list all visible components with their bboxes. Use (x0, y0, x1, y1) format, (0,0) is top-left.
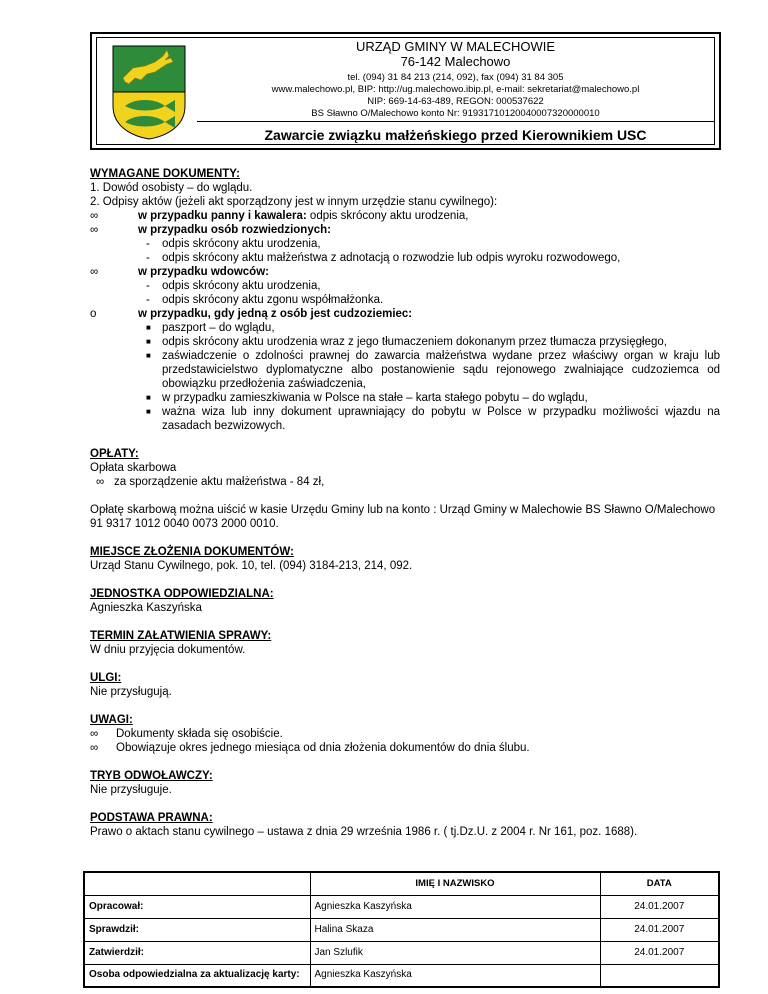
table-cell-name: Agnieszka Kaszyńska (310, 964, 600, 987)
dash-bullet-icon: - (146, 238, 150, 250)
fees-note: Opłatę skarbową można uiścić w kasie Urzędu Gminy lub na konto : Urząd Gminy w Malechowie BS Sławno O/Malechowo 91 9317 1012 0040 0073 2000 0010. (90, 504, 716, 530)
header-org-name: URZĄD GMINY W MALECHOWIE (355, 39, 556, 54)
table-cell-label: Osoba odpowiedzialna za aktualizację karty: (84, 964, 310, 987)
header-bank-account: BS Sławno O/Malechowo konto Nr: 91931710120040007320000010 (311, 108, 600, 119)
square-bullet-icon: ■ (146, 323, 151, 332)
list-item: ∞ w przypadku osób rozwiedzionych: (90, 224, 331, 236)
document-body (90, 167, 720, 839)
list-item: ∞ za sporządzenie aktu małżeństwa - 84 zł, (96, 476, 325, 488)
list-subitem: ■ zaświadczenie o zdolności prawnej do zawarcia małżeństwa wydane przez właściwy organ w kraju lub przedstawicielstwo dyplomatyczne albo postanowienie sądu rejonowego zwalniające cudzoziemca od obowiązku przedłożenia zaświadczenia, (146, 350, 720, 390)
documents-heading: WYMAGANE DOKUMENTY: (90, 168, 240, 180)
table-header-row (84, 872, 719, 895)
header-contact-web: www.malechowo.pl, BIP: http://ug.malechowo.ibip.pl, e-mail: sekretariat@malechowo.pl (271, 84, 640, 95)
circle-bullet-icon: o (90, 308, 97, 320)
list-subitem: - odpis skrócony aktu zgonu współmałżonka. (146, 294, 384, 306)
place-heading: MIEJSCE ZŁOŻENIA DOKUMENTÓW: (90, 546, 294, 558)
dash-bullet-icon: - (146, 252, 150, 264)
square-bullet-icon: ■ (146, 407, 151, 416)
relief-heading: ULGI: (90, 672, 122, 684)
table-cell-name: Halina Skaza (310, 918, 600, 941)
list-subitem: ■ ważna wiza lub inny dokument uprawniający do pobytu w Polsce w przypadku możliwości wjazdu na zasadach bezwizowych. (146, 406, 720, 432)
table-row (84, 918, 719, 941)
header-contact-phone: tel. (094) 31 84 213 (214, 092), fax (094) 31 84 305 (347, 72, 564, 83)
list-subitem: ■ w przypadku zamieszkiwania w Polsce na stałe – karta stałego pobytu – do wglądu, (146, 392, 588, 404)
page-title: Zawarcie związku małżeńskiego przed Kierownikiem USC (264, 127, 647, 143)
coat-of-arms-logo (111, 44, 187, 140)
infinity-bullet-icon: ∞ (90, 210, 99, 222)
appeal-text: Nie przysługuje. (90, 784, 172, 796)
table-cell-label: Sprawdził: (84, 918, 310, 941)
unit-heading: JEDNOSTKA ODPOWIEDZIALNA: (90, 588, 274, 600)
list-item: ∞ w przypadku panny i kawalera: odpis skrócony aktu urodzenia, (90, 210, 469, 222)
signoff-table (83, 871, 720, 988)
appeal-heading: TRYB ODWOŁAWCZY: (90, 770, 213, 782)
table-row (84, 895, 719, 918)
infinity-bullet-icon: ∞ (96, 476, 105, 488)
header-city: 76-142 Malechowo (400, 54, 511, 69)
table-cell-label: Opracował: (84, 895, 310, 918)
deadline-text: W dniu przyjęcia dokumentów. (90, 644, 246, 656)
infinity-bullet-icon: ∞ (90, 728, 99, 740)
header-inner-frame (96, 37, 715, 145)
list-item: ∞ Dokumenty składa się osobiście. (90, 728, 283, 740)
table-cell-date (600, 964, 719, 987)
square-bullet-icon: ■ (146, 393, 151, 402)
list-subitem: - odpis skrócony aktu urodzenia, (146, 280, 321, 292)
deadline-heading: TERMIN ZAŁATWIENIA SPRAWY: (90, 630, 272, 642)
legal-text: Prawo o aktach stanu cywilnego – ustawa z dnia 29 września 1986 r. ( tj.Dz.U. z 2004 r. Nr 161, poz. 1688). (90, 826, 638, 838)
fees-heading: OPŁATY: (90, 448, 139, 460)
table-cell-date: 24.01.2007 (600, 895, 719, 918)
table-cell-label: Zatwierdził: (84, 941, 310, 964)
square-bullet-icon: ■ (146, 351, 151, 360)
table-header-name: IMIĘ I NAZWISKO (310, 872, 600, 895)
infinity-bullet-icon: ∞ (90, 742, 99, 754)
header-nip-regon: NIP: 669-14-63-489, REGON: 000537622 (367, 96, 544, 107)
document-header (90, 32, 721, 150)
remarks-heading: UWAGI: (90, 714, 133, 726)
list-item: ∞ Obowiązuje okres jednego miesiąca od dnia złożenia dokumentów do dnia ślubu. (90, 742, 530, 754)
table-header-empty (84, 872, 310, 895)
relief-text: Nie przysługują. (90, 686, 172, 698)
place-text: Urząd Stanu Cywilnego, pok. 10, tel. (094) 3184-213, 214, 092. (90, 560, 413, 572)
documents-item-2: 2. Odpisy aktów (jeżeli akt sporządzony jest w innym urzędzie stanu cywilnego): (90, 196, 498, 208)
table-cell-date: 24.01.2007 (600, 918, 719, 941)
list-item: o w przypadku, gdy jedną z osób jest cudzoziemiec: (90, 308, 413, 320)
table-cell-name: Jan Szlufik (310, 941, 600, 964)
legal-heading: PODSTAWA PRAWNA: (90, 812, 213, 824)
infinity-bullet-icon: ∞ (90, 266, 99, 278)
fees-line: Opłata skarbowa (90, 462, 177, 474)
unit-text: Agnieszka Kaszyńska (90, 602, 202, 614)
documents-item-1: 1. Dowód osobisty – do wglądu. (90, 182, 253, 194)
list-subitem: ■ paszport – do wglądu, (146, 322, 275, 334)
list-subitem: - odpis skrócony aktu urodzenia, (146, 238, 321, 250)
dash-bullet-icon: - (146, 280, 150, 292)
square-bullet-icon: ■ (146, 337, 151, 346)
table-header-date: DATA (600, 872, 719, 895)
list-subitem: ■ odpis skrócony aktu urodzenia wraz z jego tłumaczeniem dokonanym przez tłumacza przysięgłego, (146, 336, 667, 348)
dash-bullet-icon: - (146, 294, 150, 306)
infinity-bullet-icon: ∞ (90, 224, 99, 236)
table-cell-date: 24.01.2007 (600, 941, 719, 964)
header-divider (197, 121, 714, 122)
table-cell-name: Agnieszka Kaszyńska (310, 895, 600, 918)
table-row (84, 964, 719, 987)
list-subitem: - odpis skrócony aktu małżeństwa z adnotacją o rozwodzie lub odpis wyroku rozwodowego, (146, 252, 621, 264)
table-row (84, 941, 719, 964)
list-item: ∞ w przypadku wdowców: (90, 266, 269, 278)
